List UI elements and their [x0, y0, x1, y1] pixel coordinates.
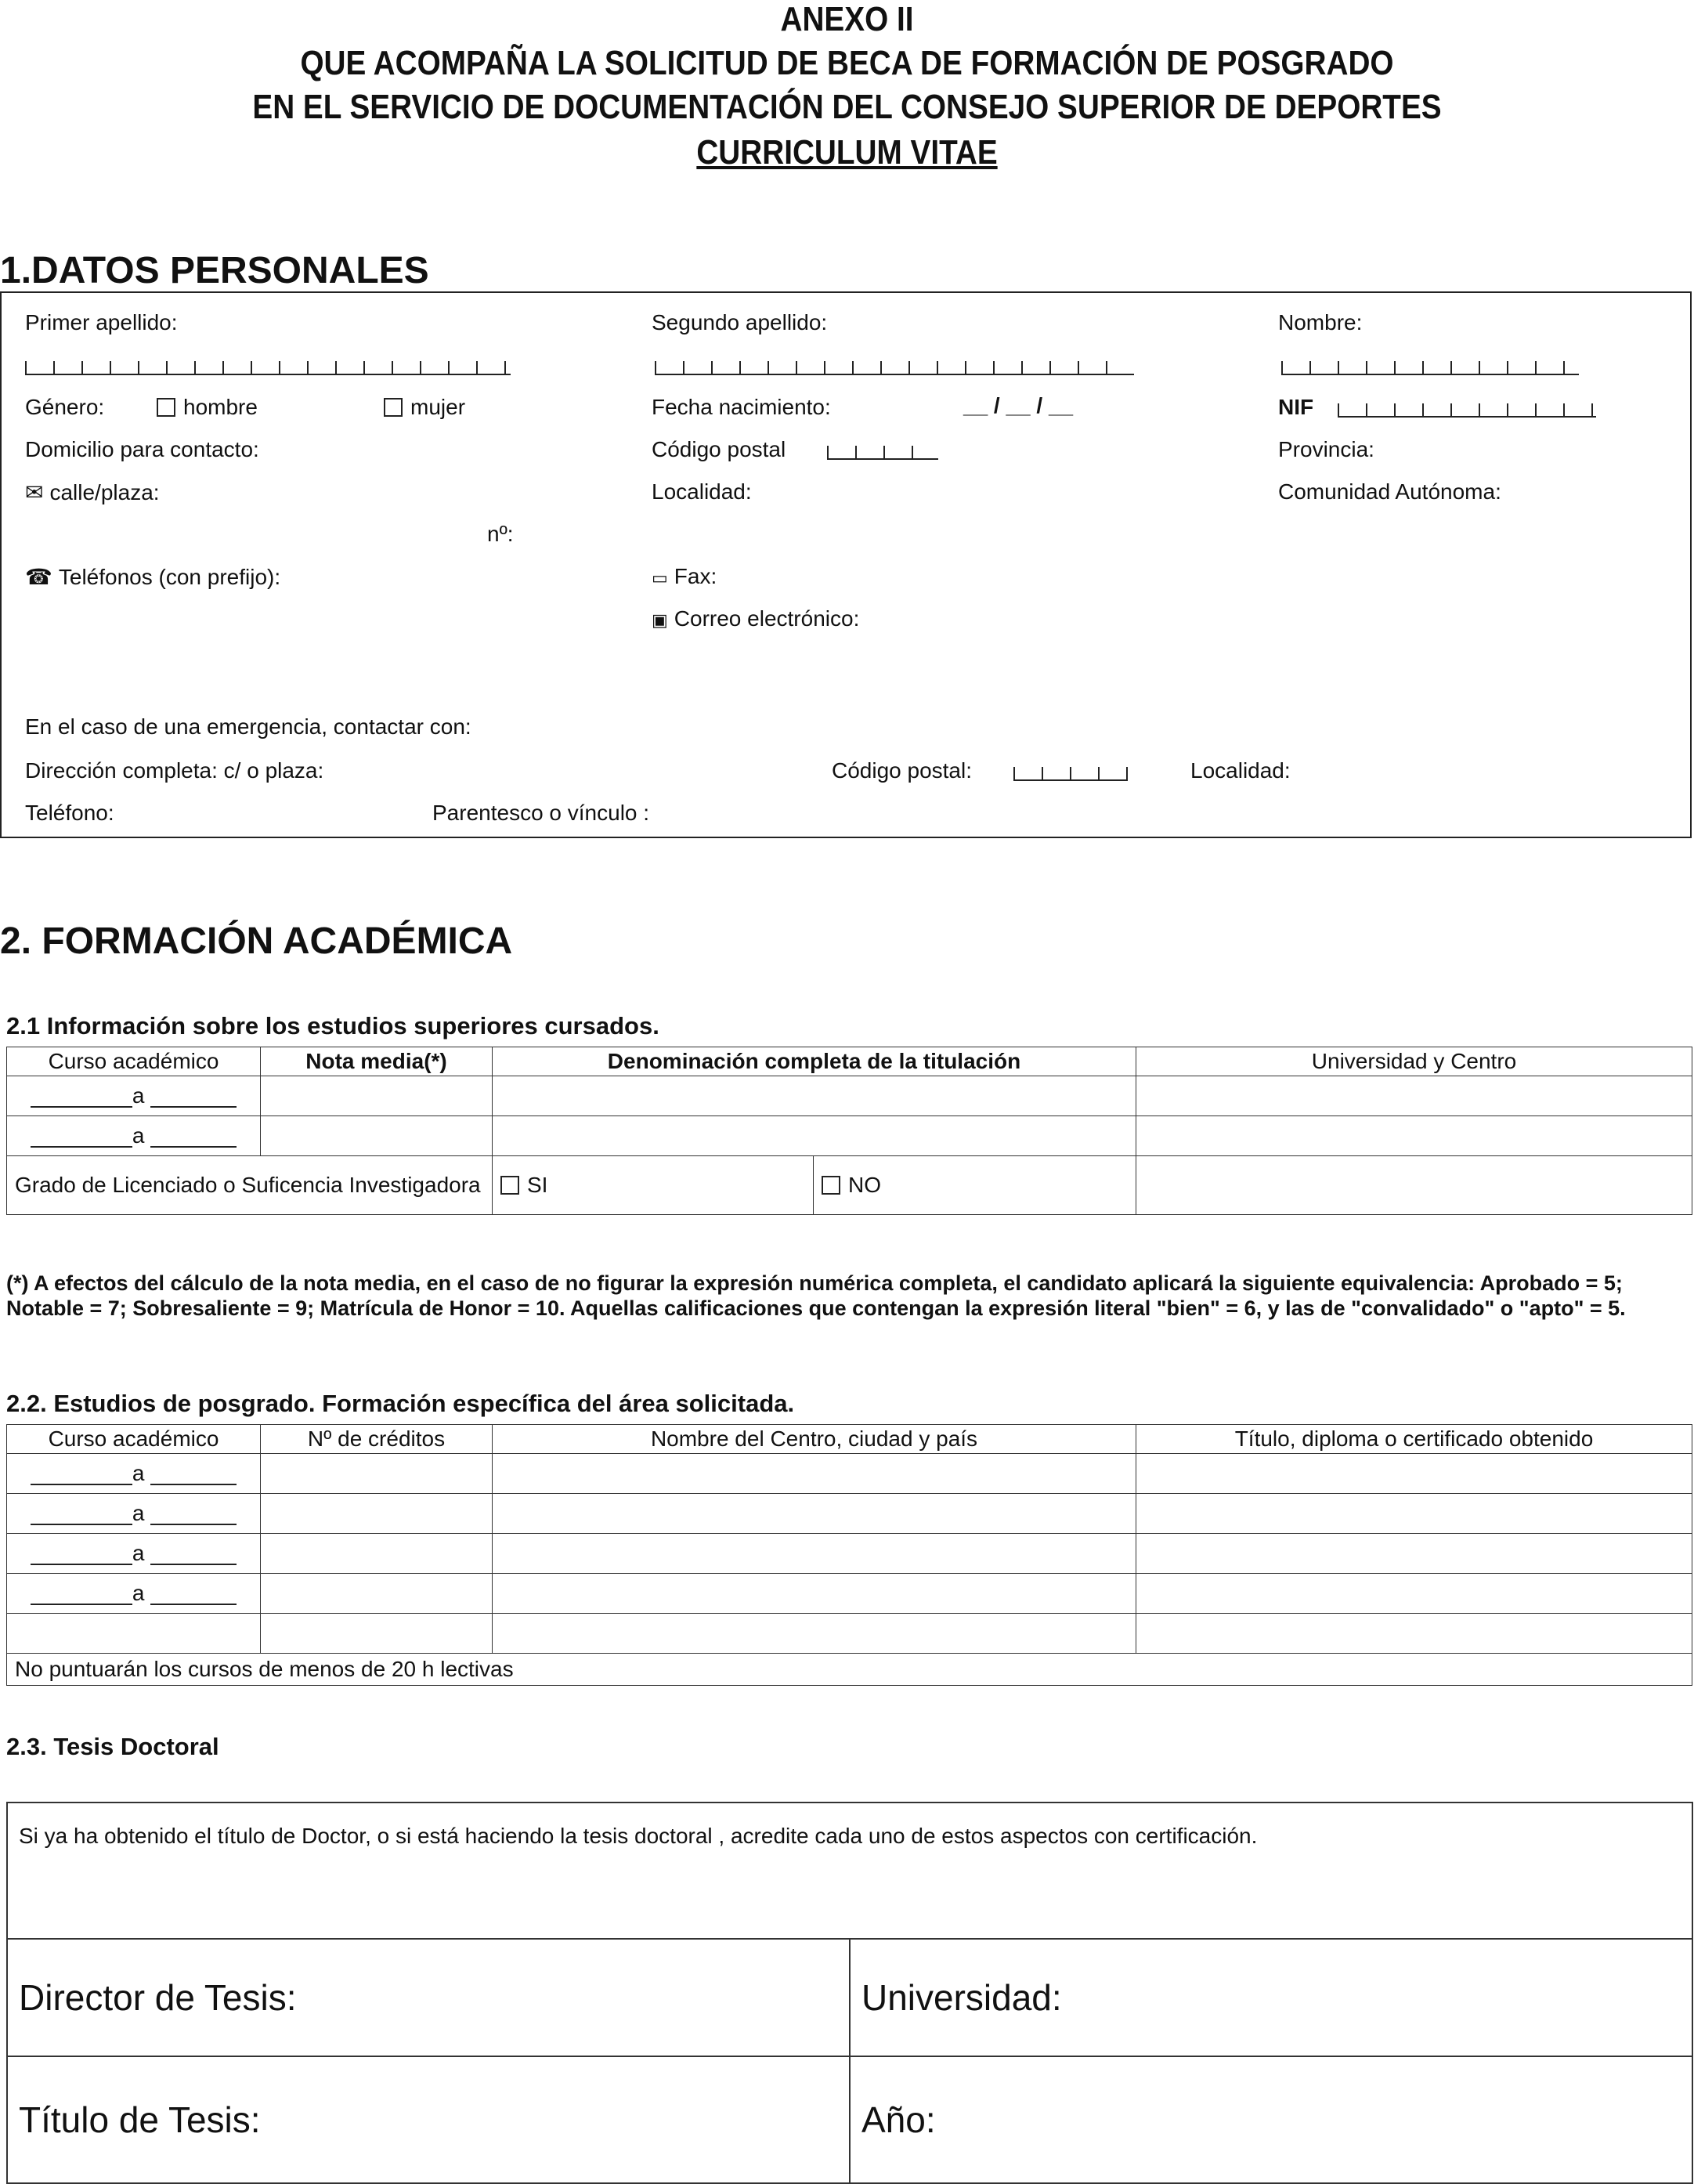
name-field[interactable]	[1281, 356, 1579, 375]
diploma-cell[interactable]	[1136, 1534, 1692, 1574]
course-field[interactable]: a	[7, 1534, 261, 1574]
section-personal-title: 1.DATOS PERSONALES	[0, 250, 429, 291]
table-row	[7, 1534, 1692, 1574]
female-option[interactable]: mujer	[384, 395, 465, 420]
section-education-title: 2. FORMACIÓN ACADÉMICA	[0, 920, 513, 962]
header-diploma: Título, diploma o certificado obtenido	[1136, 1425, 1692, 1454]
credits-cell[interactable]	[261, 1534, 493, 1574]
course-field[interactable]: a	[7, 1574, 261, 1614]
header-course: Curso académico	[7, 1425, 261, 1454]
emergency-postal-code-label: Código postal:	[832, 758, 973, 783]
thesis-university-field[interactable]: Universidad:	[850, 1939, 1692, 2056]
header-center: Nombre del Centro, ciudad y país	[493, 1425, 1136, 1454]
higher-studies-title: 2.1 Información sobre los estudios superiores cursados.	[6, 1012, 659, 1040]
table-row	[7, 1454, 1692, 1494]
nif-label: NIF	[1278, 395, 1314, 419]
province-label: Provincia:	[1278, 437, 1374, 461]
higher-studies-table	[6, 1047, 1692, 1215]
emergency-label: En el caso de una emergencia, contactar con:	[25, 714, 471, 739]
emergency-postal-code-field[interactable]	[1013, 762, 1128, 781]
header-credits: Nº de créditos	[261, 1425, 493, 1454]
fax-icon: ▭	[652, 568, 668, 588]
course-field[interactable]: a	[7, 1076, 261, 1116]
emergency-address-label: Dirección completa: c/ o plaza:	[25, 758, 324, 783]
credits-cell[interactable]	[261, 1494, 493, 1534]
personal-data-box	[0, 291, 1692, 838]
street-label: ✉ calle/plaza:	[25, 480, 160, 504]
average-cell[interactable]	[261, 1076, 493, 1116]
postgrad-title: 2.2. Estudios de posgrado. Formación específica del área solicitada.	[6, 1390, 795, 1417]
thesis-table	[6, 1802, 1693, 2184]
diploma-cell[interactable]	[1136, 1454, 1692, 1494]
first-surname-field[interactable]	[25, 356, 511, 375]
table-row	[7, 1116, 1692, 1156]
degree-level-extra[interactable]	[1136, 1156, 1692, 1215]
header-degree: Denominación completa de la titulación	[493, 1047, 1136, 1076]
average-cell[interactable]	[261, 1116, 493, 1156]
second-surname-field[interactable]	[655, 356, 1134, 375]
university-cell[interactable]	[1136, 1116, 1692, 1156]
annex-title: ANEXO II	[780, 0, 914, 38]
region-label: Comunidad Autónoma:	[1278, 479, 1501, 504]
degree-level-label: Grado de Licenciado o Suficencia Investigadora	[7, 1156, 493, 1215]
contact-address-label: Domicilio para contacto:	[25, 437, 259, 461]
center-cell[interactable]	[493, 1574, 1136, 1614]
male-checkbox[interactable]	[157, 398, 175, 417]
no-option[interactable]: NO	[814, 1156, 1136, 1215]
no-checkbox[interactable]	[822, 1176, 840, 1195]
male-option[interactable]: hombre	[157, 395, 258, 420]
header-average: Nota media(*)	[261, 1047, 493, 1076]
center-cell[interactable]	[493, 1494, 1136, 1534]
center-cell[interactable]	[493, 1614, 1136, 1654]
locality-label: Localidad:	[652, 479, 752, 504]
female-checkbox[interactable]	[384, 398, 403, 417]
table-row	[7, 1494, 1692, 1534]
table-row	[7, 1156, 1692, 1215]
center-cell[interactable]	[493, 1534, 1136, 1574]
credits-cell[interactable]	[261, 1454, 493, 1494]
table-row	[7, 1614, 1692, 1654]
thesis-year-field[interactable]: Año:	[850, 2056, 1692, 2183]
name-label: Nombre:	[1278, 310, 1363, 334]
second-surname-label: Segundo apellido:	[652, 310, 828, 334]
relationship-label: Parentesco o vínculo :	[432, 801, 650, 825]
course-field[interactable]: a	[7, 1116, 261, 1156]
fax-label: ▭ Fax:	[652, 564, 717, 588]
degree-cell[interactable]	[493, 1076, 1136, 1116]
postal-code-field[interactable]	[827, 441, 938, 460]
diploma-cell[interactable]	[1136, 1614, 1692, 1654]
credits-cell[interactable]	[261, 1614, 493, 1654]
university-cell[interactable]	[1136, 1076, 1692, 1116]
phones-label: ☎ Teléfonos (con prefijo):	[25, 565, 281, 589]
document-title: QUE ACOMPAÑA LA SOLICITUD DE BECA DE FORMACIÓN DE POSGRADO	[300, 44, 1394, 82]
grade-note: (*) A efectos del cálculo de la nota media, en el caso de no figurar la expresión numérica completa, el candidato aplicará la siguiente equivalencia: Aprobado = 5; Notable = 7; Sobresaliente = 9; Matrícula de Honor = 10. Aquellas calificaciones que contengan la expresión literal "bien" = 6, y las de "convalidado" o "apto" = 5.	[6, 1271, 1626, 1320]
document-subtitle: EN EL SERVICIO DE DOCUMENTACIÓN DEL CONSEJO SUPERIOR DE DEPORTES	[252, 88, 1442, 126]
gender-label: Género:	[25, 395, 105, 419]
nif-field[interactable]	[1338, 399, 1596, 418]
credits-cell[interactable]	[261, 1574, 493, 1614]
diploma-cell[interactable]	[1136, 1574, 1692, 1614]
email-label: ▣ Correo electrónico:	[652, 606, 860, 631]
postgrad-table	[6, 1424, 1692, 1686]
course-field[interactable]	[7, 1614, 261, 1654]
yes-option[interactable]: SI	[493, 1156, 814, 1215]
thesis-director-field[interactable]: Director de Tesis:	[7, 1939, 850, 2056]
envelope-icon: ✉	[25, 480, 44, 504]
street-number-label: nº:	[487, 522, 514, 546]
postal-code-label: Código postal	[652, 437, 786, 461]
birthdate-label: Fecha nacimiento:	[652, 395, 831, 419]
thesis-title: 2.3. Tesis Doctoral	[6, 1733, 219, 1760]
cv-title: CURRICULUM VITAE	[696, 133, 998, 172]
diploma-cell[interactable]	[1136, 1494, 1692, 1534]
header-university: Universidad y Centro	[1136, 1047, 1692, 1076]
degree-cell[interactable]	[493, 1116, 1136, 1156]
thesis-title-field[interactable]: Título de Tesis:	[7, 2056, 850, 2183]
header-course: Curso académico	[7, 1047, 261, 1076]
course-field[interactable]: a	[7, 1494, 261, 1534]
emergency-phone-label: Teléfono:	[25, 801, 114, 825]
first-surname-label: Primer apellido:	[25, 310, 178, 334]
center-cell[interactable]	[493, 1454, 1136, 1494]
thesis-intro: Si ya ha obtenido el título de Doctor, o si está haciendo la tesis doctoral , acredite cada uno de estos aspectos con certificación.	[7, 1803, 1692, 1939]
table-row	[7, 1076, 1692, 1116]
yes-checkbox[interactable]	[500, 1176, 519, 1195]
emergency-locality-label: Localidad:	[1190, 758, 1291, 783]
computer-icon: ▣	[652, 610, 668, 630]
postgrad-footer-note: No puntuarán los cursos de menos de 20 h lectivas	[7, 1654, 1692, 1686]
telephone-icon: ☎	[25, 565, 52, 589]
course-field[interactable]: a	[7, 1454, 261, 1494]
table-row	[7, 1574, 1692, 1614]
birthdate-field[interactable]: __ / __ / __	[963, 393, 1074, 418]
